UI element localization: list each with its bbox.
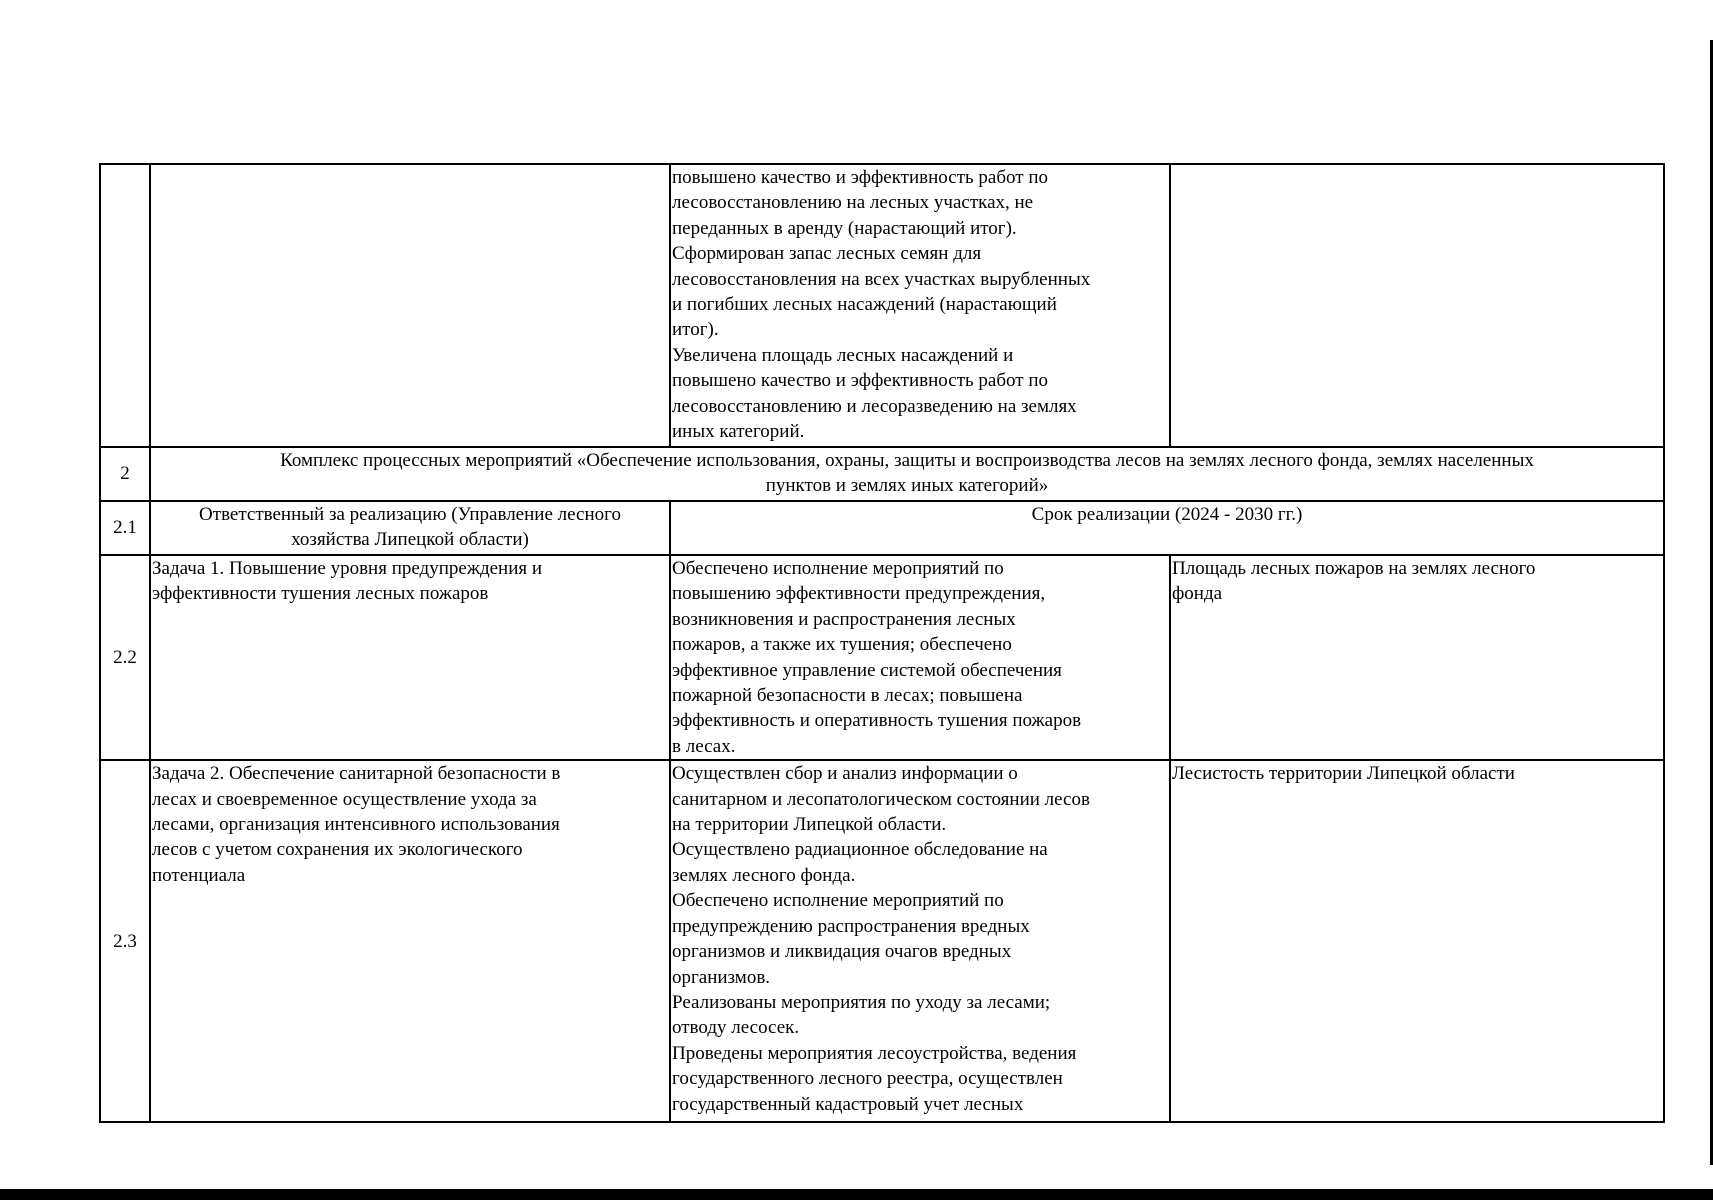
task-line: лесах и своевременное осуществление ухода за	[152, 788, 537, 810]
scan-bottom-edge	[0, 1189, 1713, 1200]
task-cell	[150, 164, 670, 447]
results-line: организмов.	[672, 966, 771, 988]
results-cell	[670, 760, 1170, 1122]
row-number-cell: 2	[100, 447, 150, 501]
table-row-2-1	[100, 501, 1664, 555]
indicator-cell	[1170, 760, 1664, 1122]
results-line: землях лесного фонда.	[672, 864, 856, 886]
task-line: лесов с учетом сохранения их экологического	[152, 839, 523, 861]
task-line: Задача 1. Повышение уровня предупреждения и	[152, 558, 543, 579]
results-line: отводу лесосек.	[672, 1017, 800, 1039]
process-complex-title-line: Комплекс процессных мероприятий «Обеспечение использования, охраны, защиты и воспроизводства лесов на землях лесного фонда, землях населенных	[280, 450, 1534, 471]
table-row-continuation	[100, 164, 1664, 447]
results-line: государственный кадастровый учет лесных	[672, 1093, 1024, 1115]
results-line: Проведены мероприятия лесоустройства, ведения	[672, 1042, 1077, 1064]
results-cell	[670, 164, 1170, 447]
results-line: предупреждению распространения вредных	[672, 915, 1030, 937]
process-complex-title	[150, 447, 1664, 501]
task-line: Задача 2. Обеспечение санитарной безопасности в	[152, 763, 561, 785]
results-line: Реализованы мероприятия по уходу за лесами;	[672, 991, 1051, 1013]
responsible-cell	[150, 501, 670, 555]
results-line: Осуществлен сбор и анализ информации о	[672, 763, 1018, 785]
results-line: Осуществлено радиационное обследование на	[672, 839, 1048, 861]
results-line: в лесах.	[672, 735, 736, 757]
row-number-cell: 2.1	[100, 501, 150, 555]
results-line: пожаров, а также их тушения; обеспечено	[672, 634, 1012, 656]
results-line: Сформирован запас лесных семян для	[672, 243, 982, 265]
results-line: переданных в аренду (нарастающий итог).	[672, 217, 1017, 239]
table-row-2	[100, 447, 1664, 501]
results-line: эффективность и оперативность тушения пожаров	[672, 710, 1082, 732]
task-line: потенциала	[152, 864, 246, 886]
process-complex-title-line: пунктов и землях иных категорий»	[765, 475, 1049, 496]
responsible-line: Ответственный за реализацию (Управление лесного	[199, 504, 621, 525]
results-line: Обеспечено исполнение мероприятий по	[672, 890, 1004, 912]
row-number-cell: 2.2	[100, 555, 150, 760]
results-line: и погибших лесных насаждений (нарастающий	[672, 294, 1057, 316]
table-row-2-2	[100, 555, 1664, 760]
results-line: на территории Липецкой области.	[672, 814, 947, 836]
results-line: пожарной безопасности в лесах; повышена	[672, 685, 1023, 707]
indicator-line: фонда	[1172, 583, 1223, 605]
row-number-cell: 2.3	[100, 760, 150, 1122]
results-cell	[670, 555, 1170, 760]
task-cell	[150, 760, 670, 1122]
indicator-line: Площадь лесных пожаров на землях лесного	[1172, 558, 1536, 579]
implementation-period-cell: Срок реализации (2024 - 2030 гг.)	[670, 501, 1664, 555]
results-line: организмов и ликвидация очагов вредных	[672, 941, 1012, 963]
results-line: возникновения и распространения лесных	[672, 608, 1016, 630]
results-line: Обеспечено исполнение мероприятий по	[672, 558, 1004, 579]
results-line: лесовосстановления на всех участках вырубленных	[672, 268, 1091, 290]
results-line: повышению эффективности предупреждения,	[672, 583, 1046, 605]
indicator-line: Лесистость территории Липецкой области	[1172, 763, 1515, 785]
indicator-cell	[1170, 555, 1664, 760]
table-row-2-3	[100, 760, 1664, 1122]
results-line: лесовосстановлению и лесоразведению на землях	[672, 395, 1077, 417]
task-line: эффективности тушения лесных пожаров	[152, 583, 489, 605]
results-line: иных категорий.	[672, 421, 805, 443]
indicator-cell	[1170, 164, 1664, 447]
task-line: лесами, организация интенсивного использования	[152, 814, 560, 836]
results-line: государственного лесного реестра, осуществлен	[672, 1068, 1063, 1090]
results-line: повышено качество и эффективность работ по	[672, 370, 1048, 392]
task-cell	[150, 555, 670, 760]
program-structure-table	[99, 163, 1665, 1123]
results-line: итог).	[672, 319, 719, 341]
results-line: санитарном и лесопатологическом состоянии лесов	[672, 788, 1090, 810]
results-line: Увеличена площадь лесных насаждений и	[672, 344, 1014, 366]
responsible-line: хозяйства Липецкой области)	[291, 529, 529, 550]
results-line: повышено качество и эффективность работ по	[672, 167, 1048, 188]
results-line: эффективное управление системой обеспечения	[672, 659, 1062, 681]
row-number-cell	[100, 164, 150, 447]
results-line: лесовосстановлению на лесных участках, не	[672, 192, 1034, 214]
